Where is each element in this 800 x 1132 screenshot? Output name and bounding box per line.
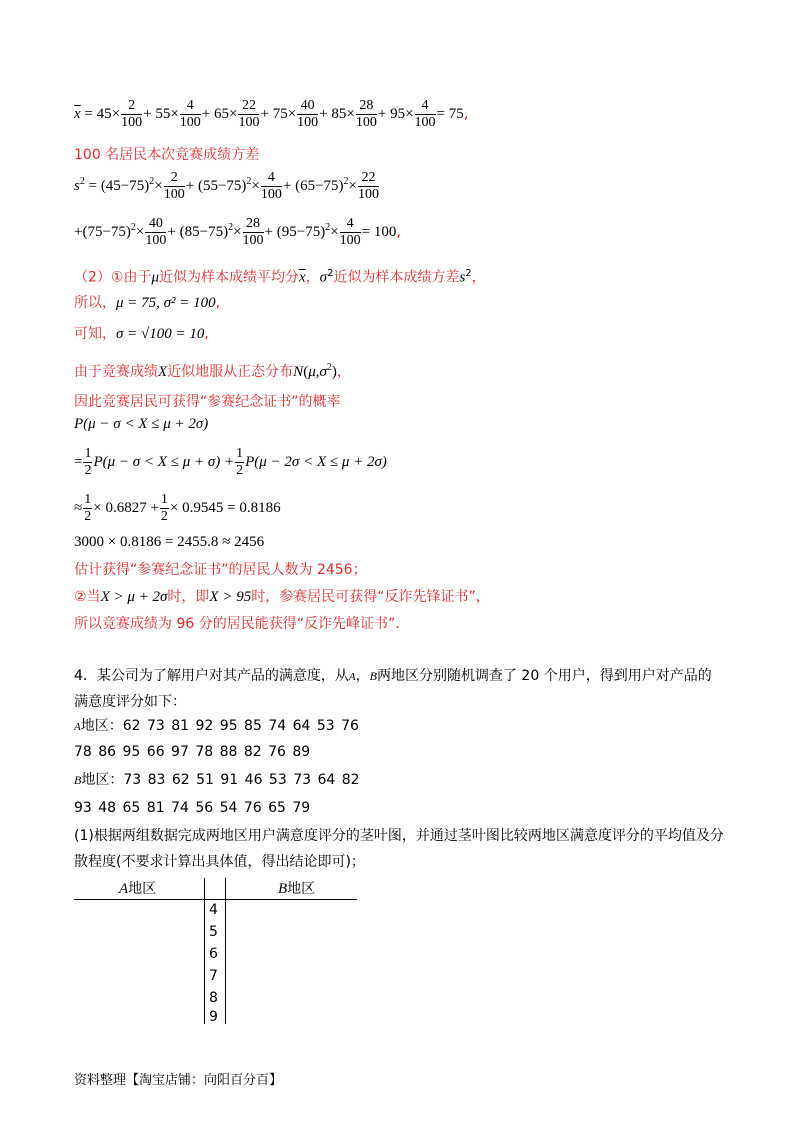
condition-line: ②当X > μ + 2σ时，即X > 95时，参赛居民可获得“反诈先锋证书”， — [74, 589, 490, 605]
region-a-row1: A地区：62 73 81 92 95 85 74 64 53 76 — [74, 718, 359, 734]
region-b-row1: B地区：73 83 62 51 91 46 53 73 64 82 — [74, 772, 360, 788]
header-region-b: B地区 — [278, 881, 316, 897]
fraction: $\frac{2}{100}$ — [163, 170, 185, 202]
sub-question-1-line1: (1)根据两组数据完成两地区用户满意度评分的茎叶图，并通过茎叶图比较两地区满意度评分的平均值及分 — [74, 828, 724, 844]
variance-title: 100 名居民本次竞赛成绩方差 — [74, 147, 260, 163]
prob-line3: ≈ $\frac{1}{2}$ × 0.6827 + $\frac{1}{2}$ × 0.9545 = 0.8186 — [74, 492, 281, 524]
fraction: $\frac{22}{100}$ — [238, 98, 260, 130]
mu-sigma-line: 所以，μ = 75, σ² = 100, — [74, 295, 221, 311]
stem-value: 6 — [209, 946, 218, 962]
fraction: $\frac{40}{100}$ — [297, 98, 319, 130]
stem-value: 7 — [209, 968, 218, 984]
estimate-line: 估计获得“参赛纪念证书”的居民人数为 2456； — [74, 562, 367, 578]
mean-formula: $\overline{x} = 45\times$ $\frac{2}{100}$ + 55× $\frac{4}{100}$ + 65× $\frac{22}{100}$ + 75× $\frac{40}{100}$ + 85× $\frac{28}{100}$ + 95× $\frac{4}{100}$ = 75, — [74, 98, 469, 130]
probability-title: 因此竞赛居民可获得“参赛纪念证书”的概率 — [74, 394, 341, 410]
region-b-row2: 93 48 65 81 74 56 54 76 65 79 — [74, 800, 311, 816]
prob-line2: = $\frac{1}{2}$ P(μ − σ < X ≤ μ + σ) + $\frac{1}{2}$ P(μ − 2σ < X ≤ μ + 2σ) — [74, 446, 387, 478]
footer-source: 资料整理【淘宝店铺：向阳百分百】 — [74, 1073, 283, 1088]
fraction-half: $\frac{1}{2}$ — [160, 492, 168, 524]
fraction: $\frac{22}{100}$ — [358, 170, 380, 202]
q4-intro-line2: 满意度评分如下： — [74, 694, 186, 710]
table-header-divider — [74, 899, 357, 900]
fraction: $\frac{40}{100}$ — [145, 216, 167, 248]
fraction: $\frac{4}{100}$ — [339, 216, 361, 248]
stem-leaf-table — [74, 878, 357, 1026]
stem-value: 5 — [209, 924, 218, 940]
fraction: $\frac{28}{100}$ — [242, 216, 264, 248]
part2-intro: （2）①由于μ近似为样本成绩平均分$\overline{x}$，$\sigma^2$近似为样本成绩方差$s^2$， — [74, 268, 486, 286]
fraction: $\frac{4}{100}$ — [260, 170, 282, 202]
variance-formula-line2: $+(75-75)^2\times$ $\frac{40}{100}$ + $(85-75)^2\times$ $\frac{28}{100}$ + $(95-75)^2\times$ $\frac{4}{100}$ = 100, — [74, 216, 402, 248]
fraction-half: $\frac{1}{2}$ — [84, 492, 92, 524]
distribution-line: 由于竞赛成绩X近似地服从正态分布$N(\mu,\sigma^2)$， — [74, 362, 351, 380]
count-line: 3000 × 0.8186 = 2455.8 ≈ 2456 — [74, 534, 265, 550]
prob-line1: P(μ − σ < X ≤ μ + 2σ) — [74, 416, 209, 432]
variance-formula-line1: $s^2 = (45-75)^2\times$ $\frac{2}{100}$ + $(55-75)^2\times$ $\frac{4}{100}$ + $(65-75)^2\times$ $\frac{22}{100}$ — [74, 170, 380, 202]
stem-value: 9 — [209, 1009, 218, 1025]
conclusion-line: 所以竞赛成绩为 96 分的居民能获得“反诈先峰证书”. — [74, 616, 400, 632]
fraction: $\frac{28}{100}$ — [355, 98, 377, 130]
fraction: $\frac{4}{100}$ — [179, 98, 201, 130]
header-region-a: A地区 — [119, 881, 157, 897]
stem-divider-right — [225, 878, 226, 1024]
stem-divider-left — [204, 878, 205, 1024]
fraction: $\frac{2}{100}$ — [121, 98, 143, 130]
fraction-half: $\frac{1}{2}$ — [236, 446, 244, 478]
sub-question-1-line2: 散程度(不要求计算出具体值，得出结论即可)； — [74, 854, 365, 870]
region-a-row2: 78 86 95 66 97 78 88 82 76 89 — [74, 744, 311, 760]
fraction-half: $\frac{1}{2}$ — [84, 446, 92, 478]
mean-symbol: $\overline{x}$ — [74, 105, 81, 122]
fraction: $\frac{4}{100}$ — [414, 98, 436, 130]
stem-value: 4 — [209, 902, 218, 918]
stem-value: 8 — [209, 990, 218, 1006]
sigma-line: 可知，σ = √100 = 10, — [74, 326, 209, 342]
q4-intro-line1: 4．某公司为了解用户对其产品的满意度，从A，B两地区分别随机调查了 20 个用户，得到用户对产品的 — [74, 668, 712, 684]
